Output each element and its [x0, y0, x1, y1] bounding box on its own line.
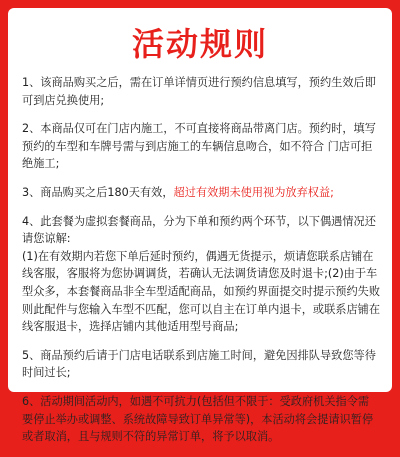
- rule-3-highlight: 超过有效期未使用视为放弃权益;: [174, 186, 334, 199]
- rule-5: 5、商品预约后请于门店电话联系到店施工时间，避免因排队导致您等待时间过长;: [22, 347, 380, 382]
- rule-6: 6、活动期间活动内，如遇不可抗力(包括但不限于：受政府机关指令需要停止举办或调整、系统故障导致订单异常等)，本活动将会提请识暂停或者取消，且与规则不符的异常订单，将予以取消。: [22, 393, 380, 446]
- rule-2: 2、本商品仅可在门店内施工，不可直接将商品带离门店。预约时，填写预约的车型和车牌号需与到店施工的车辆信息吻合，如不符合 门店可拒绝施工;: [22, 120, 380, 173]
- rule-3-text: 3、商品购买之后180天有效，: [22, 186, 174, 199]
- rules-card: [8, 8, 392, 392]
- rule-4-intro: 4、此套餐为虚拟套餐商品，分为下单和预约两个环节，以下偶遇情况还请您谅解:: [22, 213, 380, 248]
- rules-list: [22, 74, 380, 457]
- rule-1: 1、该商品购买之后，需在订单详情页进行预约信息填写，预约生效后即可到店兑换使用;: [22, 74, 380, 109]
- page-title: 活动规则: [8, 24, 392, 64]
- rule-3: [22, 184, 380, 202]
- rule-4-details: (1)在有效期内若您下单后延时预约，偶遇无货提示，烦请您联系店铺在线客服，客服将为您协调调货，若确认无法调货请您及时退卡;(2)由于车型众多，本套餐商品非全车型适配商品，如预约界面提交时提示预约失败则此配件与您输入车型不匹配，您可以自主在订单内退卡，或联系店铺在线客服退卡，选择店铺内其他适用型号商品;: [22, 248, 380, 336]
